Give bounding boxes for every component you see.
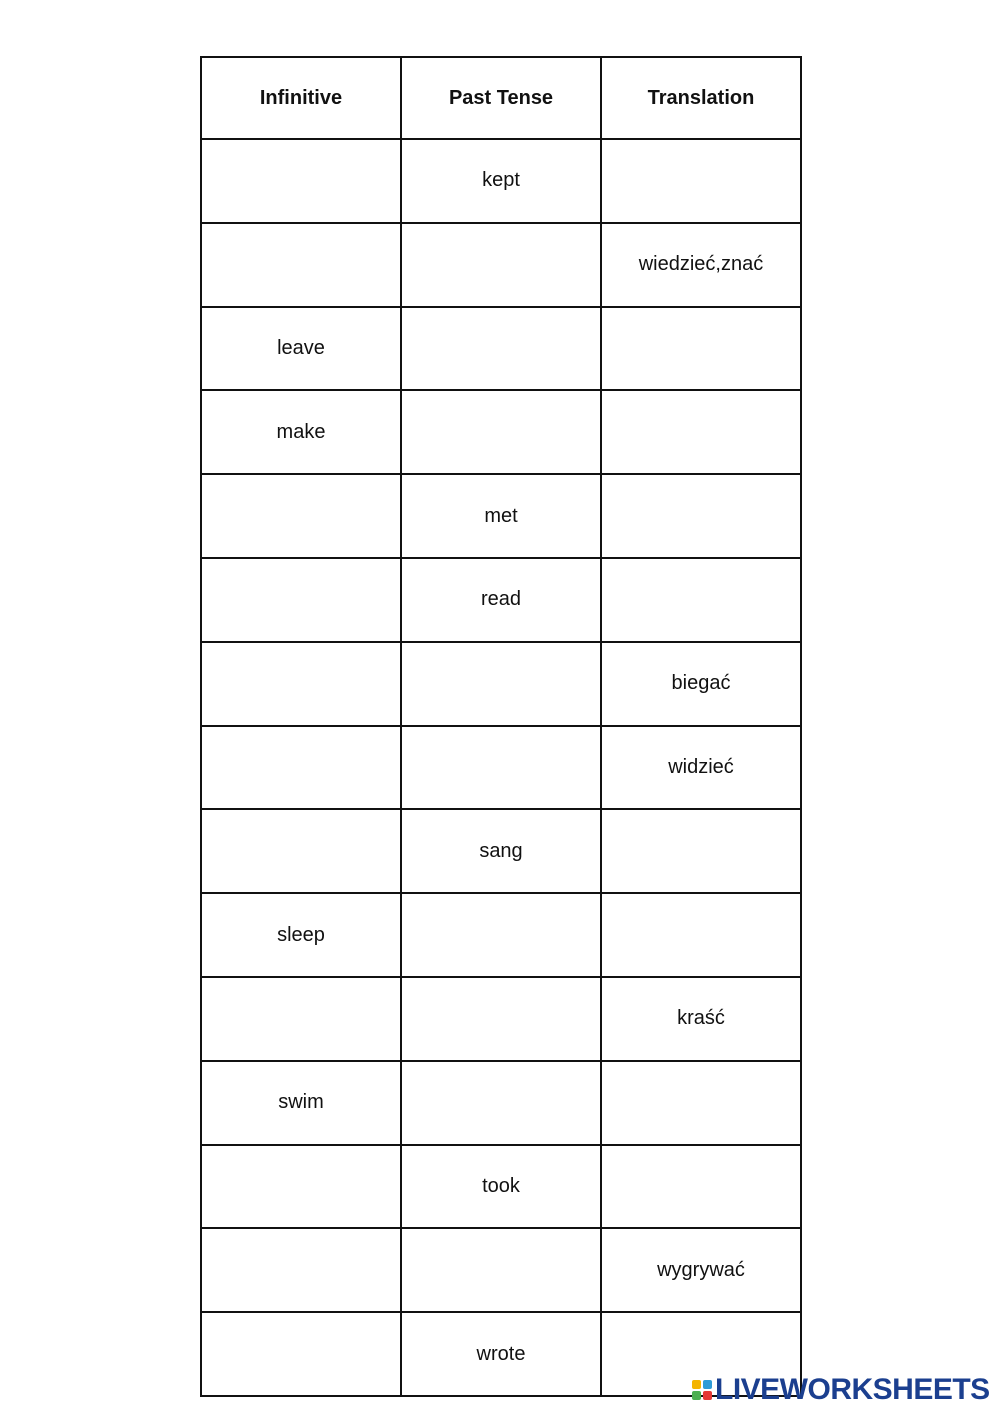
logo-tile — [692, 1391, 701, 1400]
verb-table — [200, 56, 802, 1397]
table-row — [201, 1061, 801, 1145]
cell-translation: kraść — [601, 977, 801, 1061]
table-row — [201, 977, 801, 1061]
header-translation: Translation — [601, 57, 801, 139]
cell-infinitive: make — [201, 390, 401, 474]
cell-past-tense[interactable] — [401, 307, 601, 391]
header-infinitive: Infinitive — [201, 57, 401, 139]
cell-past-tense[interactable] — [401, 1061, 601, 1145]
cell-translation: wygrywać — [601, 1228, 801, 1312]
table-header-row — [201, 57, 801, 139]
table-row — [201, 307, 801, 391]
cell-past-tense[interactable] — [401, 390, 601, 474]
header-past-tense: Past Tense — [401, 57, 601, 139]
table-row — [201, 139, 801, 223]
cell-past-tense: read — [401, 558, 601, 642]
logo-tile — [703, 1380, 712, 1389]
cell-translation[interactable] — [601, 893, 801, 977]
cell-infinitive[interactable] — [201, 1145, 401, 1229]
liveworksheets-logo-text: LIVEWORKSHEETS — [715, 1373, 990, 1406]
cell-translation: widzieć — [601, 726, 801, 810]
cell-infinitive[interactable] — [201, 1228, 401, 1312]
cell-translation[interactable] — [601, 139, 801, 223]
table-row — [201, 809, 801, 893]
cell-past-tense[interactable] — [401, 726, 601, 810]
cell-translation[interactable] — [601, 307, 801, 391]
table-row — [201, 223, 801, 307]
cell-past-tense: kept — [401, 139, 601, 223]
table-row — [201, 642, 801, 726]
liveworksheets-watermark — [692, 1373, 990, 1407]
cell-infinitive: swim — [201, 1061, 401, 1145]
cell-infinitive[interactable] — [201, 809, 401, 893]
cell-infinitive: sleep — [201, 893, 401, 977]
cell-translation[interactable] — [601, 390, 801, 474]
cell-infinitive: leave — [201, 307, 401, 391]
cell-infinitive[interactable] — [201, 642, 401, 726]
cell-past-tense: sang — [401, 809, 601, 893]
cell-past-tense[interactable] — [401, 223, 601, 307]
cell-past-tense: took — [401, 1145, 601, 1229]
table-row — [201, 474, 801, 558]
cell-translation: biegać — [601, 642, 801, 726]
cell-translation[interactable] — [601, 1145, 801, 1229]
cell-infinitive[interactable] — [201, 1312, 401, 1396]
cell-past-tense[interactable] — [401, 1228, 601, 1312]
cell-past-tense[interactable] — [401, 893, 601, 977]
cell-past-tense: wrote — [401, 1312, 601, 1396]
cell-translation[interactable] — [601, 474, 801, 558]
cell-infinitive[interactable] — [201, 474, 401, 558]
table-row — [201, 1228, 801, 1312]
cell-infinitive[interactable] — [201, 139, 401, 223]
cell-translation[interactable] — [601, 558, 801, 642]
table-row — [201, 893, 801, 977]
cell-translation[interactable] — [601, 1061, 801, 1145]
cell-infinitive[interactable] — [201, 558, 401, 642]
table-row — [201, 558, 801, 642]
logo-tile — [692, 1380, 701, 1389]
cell-infinitive[interactable] — [201, 977, 401, 1061]
cell-translation[interactable] — [601, 809, 801, 893]
table-row — [201, 726, 801, 810]
cell-translation: wiedzieć,znać — [601, 223, 801, 307]
table-row — [201, 390, 801, 474]
logo-tile — [703, 1391, 712, 1400]
cell-past-tense: met — [401, 474, 601, 558]
liveworksheets-logo-icon — [692, 1380, 712, 1400]
table-row — [201, 1145, 801, 1229]
cell-infinitive[interactable] — [201, 223, 401, 307]
cell-infinitive[interactable] — [201, 726, 401, 810]
cell-past-tense[interactable] — [401, 977, 601, 1061]
cell-past-tense[interactable] — [401, 642, 601, 726]
